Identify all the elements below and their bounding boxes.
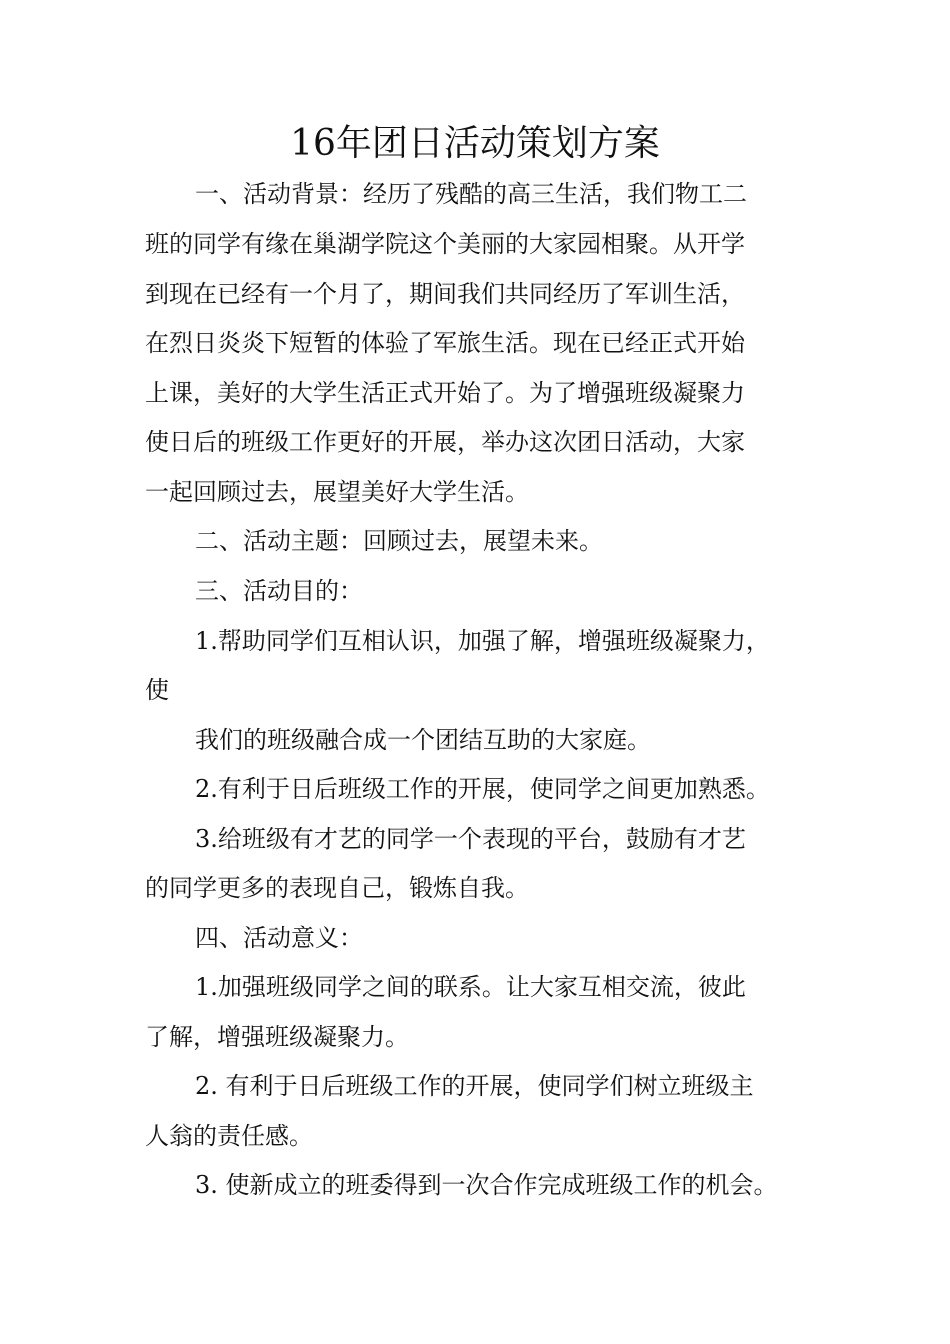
text-line: 1.帮助同学们互相认识，加强了解，增强班级凝聚力， (195, 627, 770, 655)
text-line: 一起回顾过去，展望美好大学生活。 (145, 478, 529, 506)
text-line: 使 (145, 676, 169, 704)
text-line: 的同学更多的表现自己，锻炼自我。 (145, 874, 529, 902)
document-title: 16年团日活动策划方案 (290, 123, 660, 164)
text-line: 一、活动背景：经历了残酷的高三生活，我们物工二 (195, 180, 747, 208)
text-line: 3. 使新成立的班委得到一次合作完成班级工作的机会。 (195, 1171, 778, 1199)
text-line: 三、活动目的： (195, 577, 363, 605)
text-line: 人翁的责任感。 (145, 1122, 313, 1150)
text-line: 二、活动主题：回顾过去，展望未来。 (195, 527, 603, 555)
text-line: 上课，美好的大学生活正式开始了。为了增强班级凝聚力 (145, 379, 745, 407)
text-line: 了解，增强班级凝聚力。 (145, 1023, 409, 1051)
text-line: 到现在已经有一个月了，期间我们共同经历了军训生活， (145, 280, 745, 308)
text-line: 班的同学有缘在巢湖学院这个美丽的大家园相聚。从开学 (145, 230, 745, 258)
text-line: 四、活动意义： (195, 924, 363, 952)
text-line: 2. 有利于日后班级工作的开展，使同学们树立班级主 (195, 1072, 754, 1100)
text-line: 1.加强班级同学之间的联系。让大家互相交流，彼此 (195, 973, 746, 1001)
text-line: 2.有利于日后班级工作的开展，使同学之间更加熟悉。 (195, 775, 770, 803)
text-line: 3.给班级有才艺的同学一个表现的平台，鼓励有才艺 (195, 825, 746, 853)
text-line: 我们的班级融合成一个团结互助的大家庭。 (195, 726, 651, 754)
text-line: 在烈日炎炎下短暂的体验了军旅生活。现在已经正式开始 (145, 329, 745, 357)
text-line: 使日后的班级工作更好的开展，举办这次团日活动，大家 (145, 428, 745, 456)
